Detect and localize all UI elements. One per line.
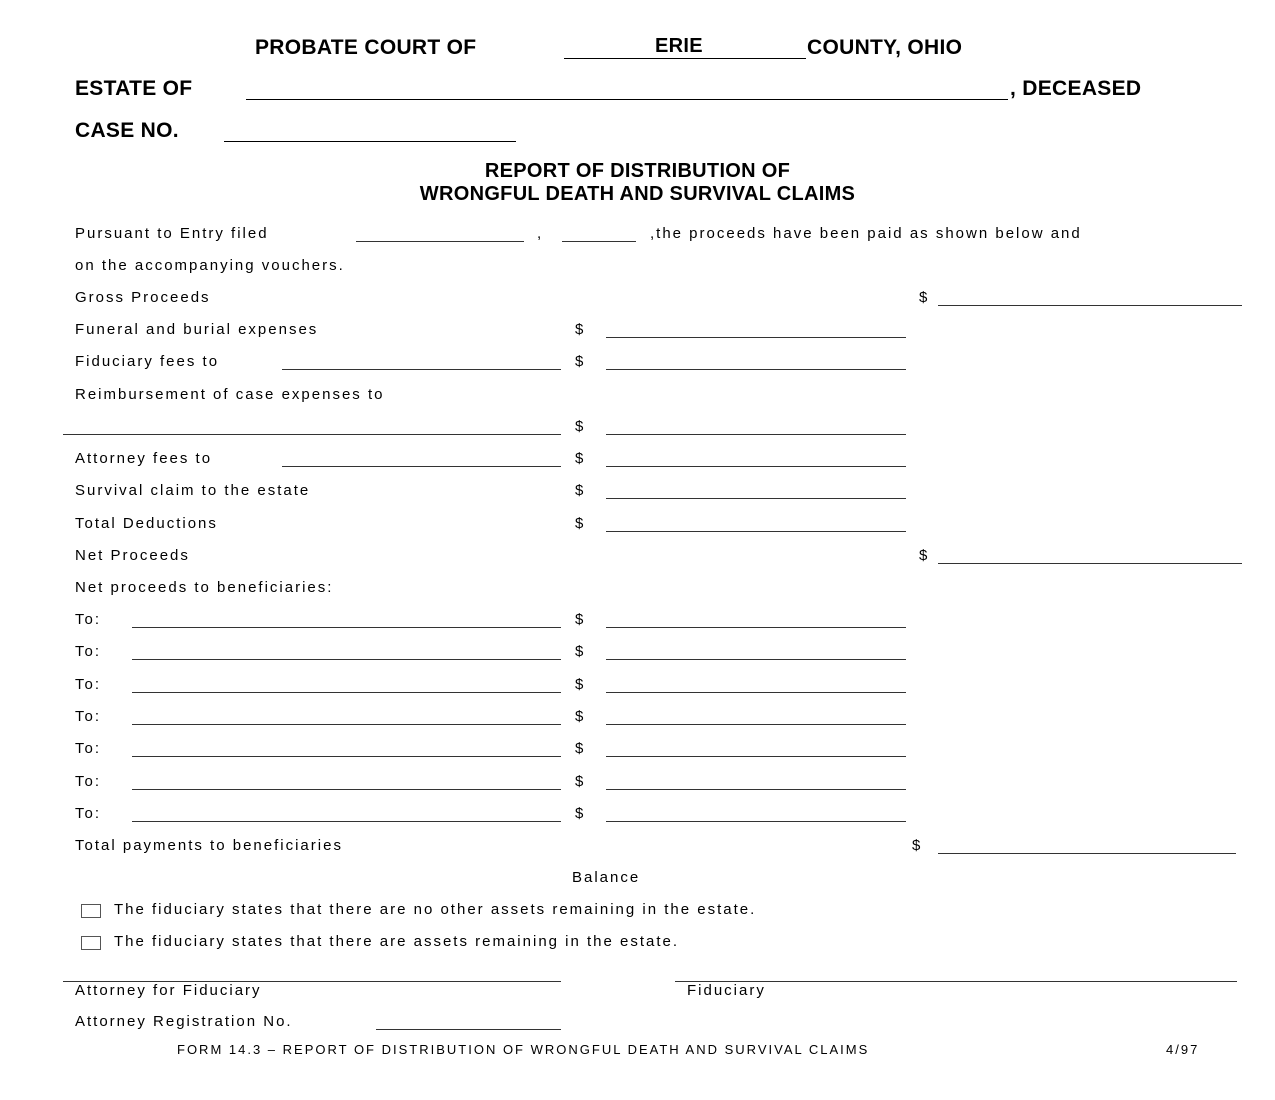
entry-year-field[interactable] xyxy=(562,241,636,242)
beneficiary-5-amount-field[interactable] xyxy=(606,756,906,757)
county-field-line[interactable] xyxy=(564,58,806,59)
fiduciary-fees-amount-field[interactable] xyxy=(606,369,906,370)
beneficiary-5-dollar: $ xyxy=(575,740,584,757)
entry-date-field[interactable] xyxy=(356,241,524,242)
registration-number-field[interactable] xyxy=(376,1029,561,1030)
total-payments-label: Total payments to beneficiaries xyxy=(75,837,343,854)
beneficiary-6-dollar: $ xyxy=(575,773,584,790)
total-deductions-amount-field[interactable] xyxy=(606,531,906,532)
attorney-fees-label: Attorney fees to xyxy=(75,450,213,467)
net-proceeds-amount-field[interactable] xyxy=(938,563,1242,564)
beneficiary-1-to-label: To: xyxy=(75,611,102,628)
funeral-label: Funeral and burial expenses xyxy=(75,321,319,338)
attorney-fees-payee-field[interactable] xyxy=(282,466,561,467)
estate-prefix: ESTATE OF xyxy=(75,77,193,100)
reimbursement-payee-field[interactable] xyxy=(63,434,561,435)
beneficiary-6-to-label: To: xyxy=(75,773,102,790)
beneficiary-6-amount-field[interactable] xyxy=(606,789,906,790)
deceased-suffix: , DECEASED xyxy=(1010,77,1142,100)
beneficiary-3-dollar: $ xyxy=(575,676,584,693)
beneficiary-4-amount-field[interactable] xyxy=(606,724,906,725)
net-proceeds-label: Net Proceeds xyxy=(75,547,190,564)
attorney-signature-label: Attorney for Fiduciary xyxy=(75,982,262,999)
intro-comma: , xyxy=(537,225,544,242)
court-prefix: PROBATE COURT OF xyxy=(255,36,477,59)
attorney-fees-dollar: $ xyxy=(575,450,584,467)
estate-name-field[interactable] xyxy=(246,99,1008,100)
beneficiary-4-to-label: To: xyxy=(75,708,102,725)
beneficiary-3-name-field[interactable] xyxy=(132,692,561,693)
registration-label: Attorney Registration No. xyxy=(75,1013,293,1030)
beneficiary-3-to-label: To: xyxy=(75,676,102,693)
county-value[interactable]: ERIE xyxy=(655,35,703,57)
reimbursement-label: Reimbursement of case expenses to xyxy=(75,386,385,403)
fiduciary-fees-label: Fiduciary fees to xyxy=(75,353,220,370)
intro-entry-text: Pursuant to Entry filed xyxy=(75,225,269,242)
total-deductions-dollar: $ xyxy=(575,515,584,532)
report-title-line1: REPORT OF DISTRIBUTION OF xyxy=(484,160,791,182)
case-number-field[interactable] xyxy=(224,141,516,142)
net-proceeds-dollar: $ xyxy=(919,547,928,564)
beneficiary-2-to-label: To: xyxy=(75,643,102,660)
beneficiary-1-dollar: $ xyxy=(575,611,584,628)
reimbursement-amount-field[interactable] xyxy=(606,434,906,435)
footer-revision: 4/97 xyxy=(1166,1042,1200,1057)
no-assets-checkbox[interactable] xyxy=(81,904,101,918)
footer-form-title: FORM 14.3 – REPORT OF DISTRIBUTION OF WRONGFUL DEATH AND SURVIVAL CLAIMS xyxy=(177,1042,870,1057)
beneficiary-2-amount-field[interactable] xyxy=(606,659,906,660)
beneficiary-2-dollar: $ xyxy=(575,643,584,660)
gross-proceeds-label: Gross Proceeds xyxy=(75,289,211,306)
beneficiary-2-name-field[interactable] xyxy=(132,659,561,660)
beneficiary-7-to-label: To: xyxy=(75,805,102,822)
beneficiary-7-amount-field[interactable] xyxy=(606,821,906,822)
net-to-beneficiaries-label: Net proceeds to beneficiaries: xyxy=(75,579,334,596)
beneficiary-5-to-label: To: xyxy=(75,740,102,757)
reimbursement-dollar: $ xyxy=(575,418,584,435)
total-payments-dollar: $ xyxy=(912,837,921,854)
total-payments-amount-field[interactable] xyxy=(938,853,1236,854)
fiduciary-fees-dollar: $ xyxy=(575,353,584,370)
funeral-dollar: $ xyxy=(575,321,584,338)
survival-claim-label: Survival claim to the estate xyxy=(75,482,311,499)
funeral-amount-field[interactable] xyxy=(606,337,906,338)
intro-continuation: on the accompanying vouchers. xyxy=(75,257,345,274)
survival-claim-dollar: $ xyxy=(575,482,584,499)
total-deductions-label: Total Deductions xyxy=(75,515,218,532)
county-suffix: COUNTY, OHIO xyxy=(807,36,963,59)
gross-proceeds-amount-field[interactable] xyxy=(938,305,1242,306)
fiduciary-signature-label: Fiduciary xyxy=(687,982,766,999)
balance-label: Balance xyxy=(572,869,641,886)
has-assets-checkbox[interactable] xyxy=(81,936,101,950)
has-assets-label: The fiduciary states that there are assets remaining in the estate. xyxy=(114,933,680,950)
beneficiary-7-dollar: $ xyxy=(575,805,584,822)
beneficiary-4-name-field[interactable] xyxy=(132,724,561,725)
beneficiary-4-dollar: $ xyxy=(575,708,584,725)
fiduciary-fees-payee-field[interactable] xyxy=(282,369,561,370)
case-label: CASE NO. xyxy=(75,119,179,142)
no-assets-label: The fiduciary states that there are no other assets remaining in the estate. xyxy=(114,901,757,918)
beneficiary-6-name-field[interactable] xyxy=(132,789,561,790)
intro-proceeds-text: ,the proceeds have been paid as shown below and xyxy=(650,225,1082,242)
attorney-fees-amount-field[interactable] xyxy=(606,466,906,467)
survival-claim-amount-field[interactable] xyxy=(606,498,906,499)
beneficiary-5-name-field[interactable] xyxy=(132,756,561,757)
gross-proceeds-dollar: $ xyxy=(919,289,928,306)
beneficiary-3-amount-field[interactable] xyxy=(606,692,906,693)
beneficiary-7-name-field[interactable] xyxy=(132,821,561,822)
report-title-line2: WRONGFUL DEATH AND SURVIVAL CLAIMS xyxy=(419,183,856,205)
beneficiary-1-amount-field[interactable] xyxy=(606,627,906,628)
beneficiary-1-name-field[interactable] xyxy=(132,627,561,628)
